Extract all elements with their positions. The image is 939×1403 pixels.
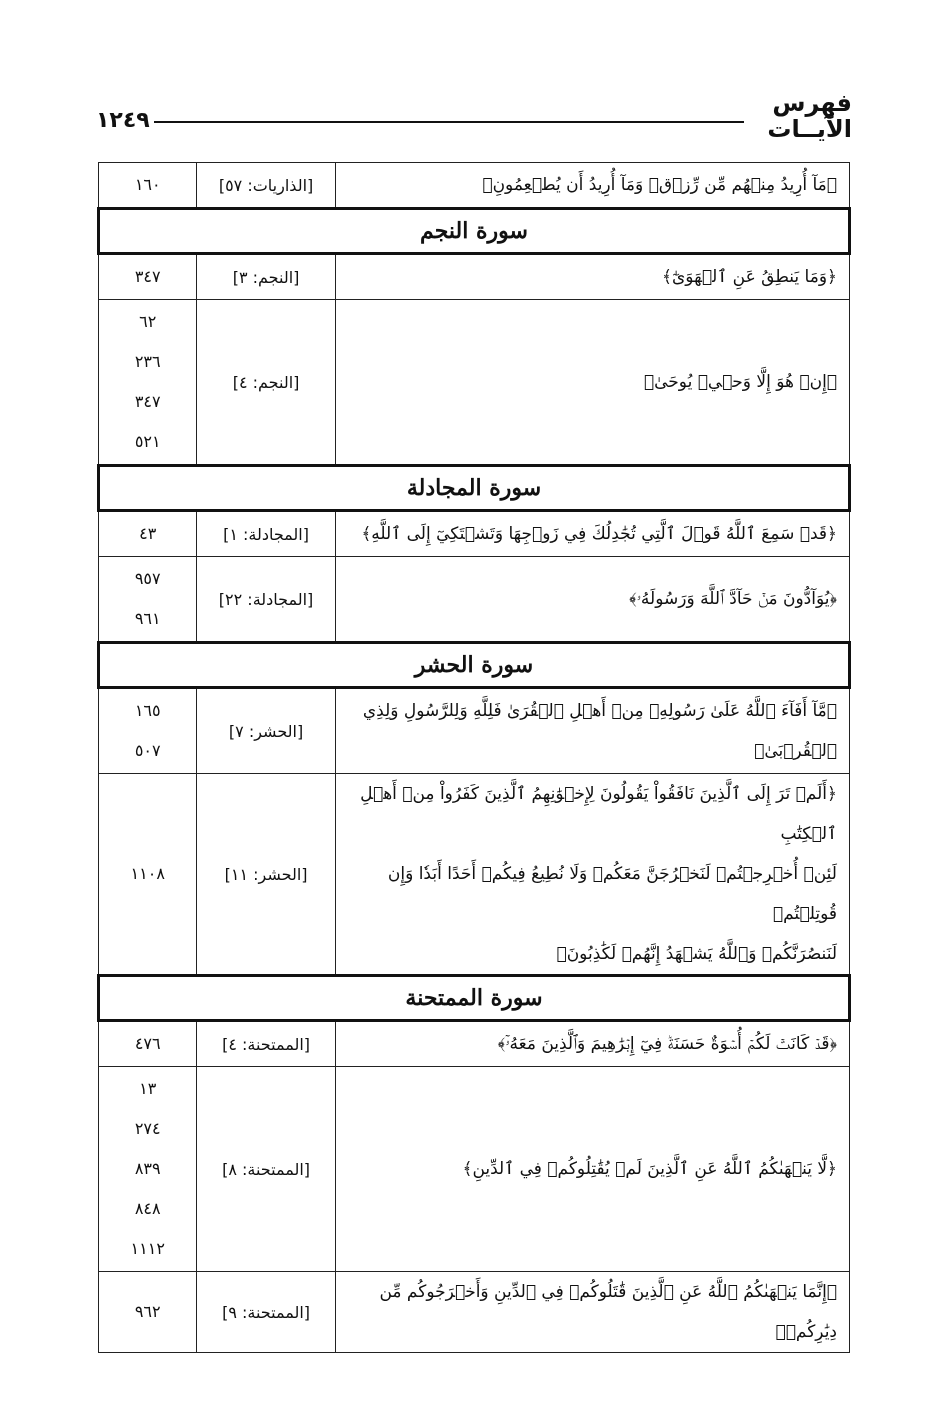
surah-heading: سورة الحشر bbox=[99, 643, 850, 688]
verse-entry-row bbox=[99, 1067, 850, 1272]
verse-line: ﴿قَدۡ كَانَتۡ لَكُمۡ أُسۡوَةٌ حَسَنَةٞ فِيٓ إِبۡرَٰهِيمَ وَٱلَّذِينَ مَعَهُۥٓ﴾ bbox=[497, 1034, 837, 1054]
verse-text bbox=[335, 1272, 849, 1353]
verse-index-body bbox=[99, 163, 850, 1353]
page-numbers bbox=[99, 688, 197, 774]
verse-reference: [المجادلة: ١] bbox=[197, 511, 335, 557]
verse-text bbox=[335, 688, 849, 774]
verse-line: ﴿وَمَا يَنطِقُ عَنِ ٱلۡهَوَىٰٓ﴾ bbox=[662, 267, 837, 287]
surah-heading: سورة الممتحنة bbox=[99, 976, 850, 1021]
header-rule bbox=[154, 121, 744, 123]
verse-entry-row bbox=[99, 1021, 850, 1067]
verse-reference: [الحشر: ١١] bbox=[197, 774, 335, 976]
surah-heading: سورة النجم bbox=[99, 209, 850, 254]
page-number-entry: ٨٤٨ bbox=[134, 1199, 161, 1218]
verse-entry-row bbox=[99, 254, 850, 300]
page-number-entry: ٥٢١ bbox=[134, 432, 161, 451]
page-numbers bbox=[99, 163, 197, 209]
verse-text bbox=[335, 557, 849, 643]
verse-reference: [الحشر: ٧] bbox=[197, 688, 335, 774]
page-number-entry: ٤٣ bbox=[139, 524, 157, 543]
page-numbers bbox=[99, 1272, 197, 1353]
verse-line: لَنَنصُرَنَّكُمۡ وَٱللَّهُ يَشۡهَدُ إِنَّهُمۡ لَكَٰذِبُونَ﴾ bbox=[556, 944, 837, 964]
page-numbers bbox=[99, 1021, 197, 1067]
verse-entry-row bbox=[99, 163, 850, 209]
surah-heading-row bbox=[99, 643, 850, 688]
surah-heading-row bbox=[99, 976, 850, 1021]
page-numbers bbox=[99, 557, 197, 643]
verse-line: ﴿مَآ أُرِيدُ مِنۡهُم مِّن رِّزۡقٖ وَمَآ أُرِيدُ أَن يُطۡعِمُونِ﴾ bbox=[482, 175, 837, 195]
verse-entry-row bbox=[99, 557, 850, 643]
verse-reference: [النجم: ٣] bbox=[197, 254, 335, 300]
page-number: ١٢٤٩ bbox=[96, 108, 150, 133]
page-number-entry: ٢٧٤ bbox=[134, 1119, 161, 1138]
surah-heading-row bbox=[99, 466, 850, 511]
verse-line: ﴿مَّآ أَفَآءَ ٱللَّهُ عَلَىٰ رَسُولِهِۦ مِنۡ أَهۡلِ ٱلۡقُرَىٰ فَلِلَّهِ وَلِلرَّسُولِ وَلِذِي ٱلۡقُرۡبَىٰ﴾ bbox=[362, 701, 837, 761]
verse-reference: [النجم: ٤] bbox=[197, 300, 335, 466]
verse-line: لَئِنۡ أُخۡرِجۡتُمۡ لَنَخۡرُجَنَّ مَعَكُمۡ وَلَا نُطِيعُ فِيكُمۡ أَحَدًا أَبَدٗا وَإِن قُوتِلۡتُمۡ bbox=[387, 864, 837, 924]
surah-heading-row bbox=[99, 209, 850, 254]
verse-entry-row bbox=[99, 688, 850, 774]
verse-text bbox=[335, 1021, 849, 1067]
verse-reference: [الممتحنة: ٤] bbox=[197, 1021, 335, 1067]
page-number-entry: ٣٤٧ bbox=[134, 267, 161, 286]
verse-line: ﴿يُوَآدُّونَ مَنۡ حَآدَّ ٱللَّهَ وَرَسُولَهُۥ﴾ bbox=[629, 589, 837, 609]
page-number-entry: ٩٥٧ bbox=[134, 569, 161, 588]
verse-text bbox=[335, 300, 849, 466]
verse-text bbox=[335, 163, 849, 209]
page-number-entry: ١١١٢ bbox=[130, 1239, 165, 1258]
verse-line: ﴿أَلَمۡ تَرَ إِلَى ٱلَّذِينَ نَافَقُواْ يَقُولُونَ لِإِخۡوَٰنِهِمُ ٱلَّذِينَ كَفَرُواْ مِنۡ أَهۡلِ ٱلۡكِتَٰبِ bbox=[360, 784, 837, 844]
verse-entry-row bbox=[99, 774, 850, 976]
surah-heading: سورة المجادلة bbox=[99, 466, 850, 511]
verse-reference: [المجادلة: ٢٢] bbox=[197, 557, 335, 643]
verse-reference: [الممتحنة: ٨] bbox=[197, 1067, 335, 1272]
running-title-line1: فهرس bbox=[772, 89, 852, 117]
page-numbers bbox=[99, 300, 197, 466]
verse-entry-row bbox=[99, 1272, 850, 1353]
verse-line: ﴿لَّا يَنۡهَىٰكُمُ ٱللَّهُ عَنِ ٱلَّذِينَ لَمۡ يُقَٰتِلُوكُمۡ فِي ٱلدِّينِ﴾ bbox=[462, 1159, 837, 1179]
verse-line: ﴿إِنۡ هُوَ إِلَّا وَحۡيٞ يُوحَىٰ﴾ bbox=[643, 372, 837, 392]
verse-reference: [الممتحنة: ٩] bbox=[197, 1272, 335, 1353]
page-number-entry: ٥٠٧ bbox=[134, 741, 161, 760]
verse-entry-row bbox=[99, 511, 850, 557]
page-number-entry: ٢٣٦ bbox=[134, 352, 161, 371]
page-header bbox=[96, 88, 852, 148]
page-numbers bbox=[99, 511, 197, 557]
running-title-line2: الآيــات bbox=[767, 115, 852, 143]
page-number-entry: ٦٢ bbox=[139, 312, 157, 331]
page-numbers bbox=[99, 1067, 197, 1272]
page-number-entry: ٩٦٢ bbox=[134, 1302, 161, 1321]
page-number-entry: ٩٦١ bbox=[134, 609, 161, 628]
page-number-entry: ١٦٥ bbox=[134, 701, 161, 720]
running-title bbox=[752, 90, 852, 142]
page-number-entry: ١٣ bbox=[139, 1079, 157, 1098]
page-numbers bbox=[99, 774, 197, 976]
verse-line: ﴿قَدۡ سَمِعَ ٱللَّهُ قَوۡلَ ٱلَّتِي تُجَٰدِلُكَ فِي زَوۡجِهَا وَتَشۡتَكِيٓ إِلَى ٱللَّهِ﴾ bbox=[361, 524, 837, 544]
verse-line: ﴿إِنَّمَا يَنۡهَىٰكُمُ ٱللَّهُ عَنِ ٱلَّذِينَ قَٰتَلُوكُمۡ فِي ٱلدِّينِ وَأَخۡرَجُوكُم مِّن دِيَٰرِكُمۡ﴾ bbox=[379, 1282, 837, 1342]
page-number-entry: ١١٠٨ bbox=[130, 864, 165, 883]
page-number-entry: ١٦٠ bbox=[134, 175, 161, 194]
page-numbers bbox=[99, 254, 197, 300]
verse-index-table bbox=[97, 162, 851, 1353]
page-number-entry: ٣٤٧ bbox=[134, 392, 161, 411]
page-number-entry: ٤٧٦ bbox=[134, 1034, 161, 1053]
verse-text bbox=[335, 254, 849, 300]
page-number-entry: ٨٣٩ bbox=[134, 1159, 161, 1178]
verse-entry-row bbox=[99, 300, 850, 466]
verse-text bbox=[335, 1067, 849, 1272]
verse-reference: [الذاريات: ٥٧] bbox=[197, 163, 335, 209]
verse-text bbox=[335, 774, 849, 976]
verse-text bbox=[335, 511, 849, 557]
